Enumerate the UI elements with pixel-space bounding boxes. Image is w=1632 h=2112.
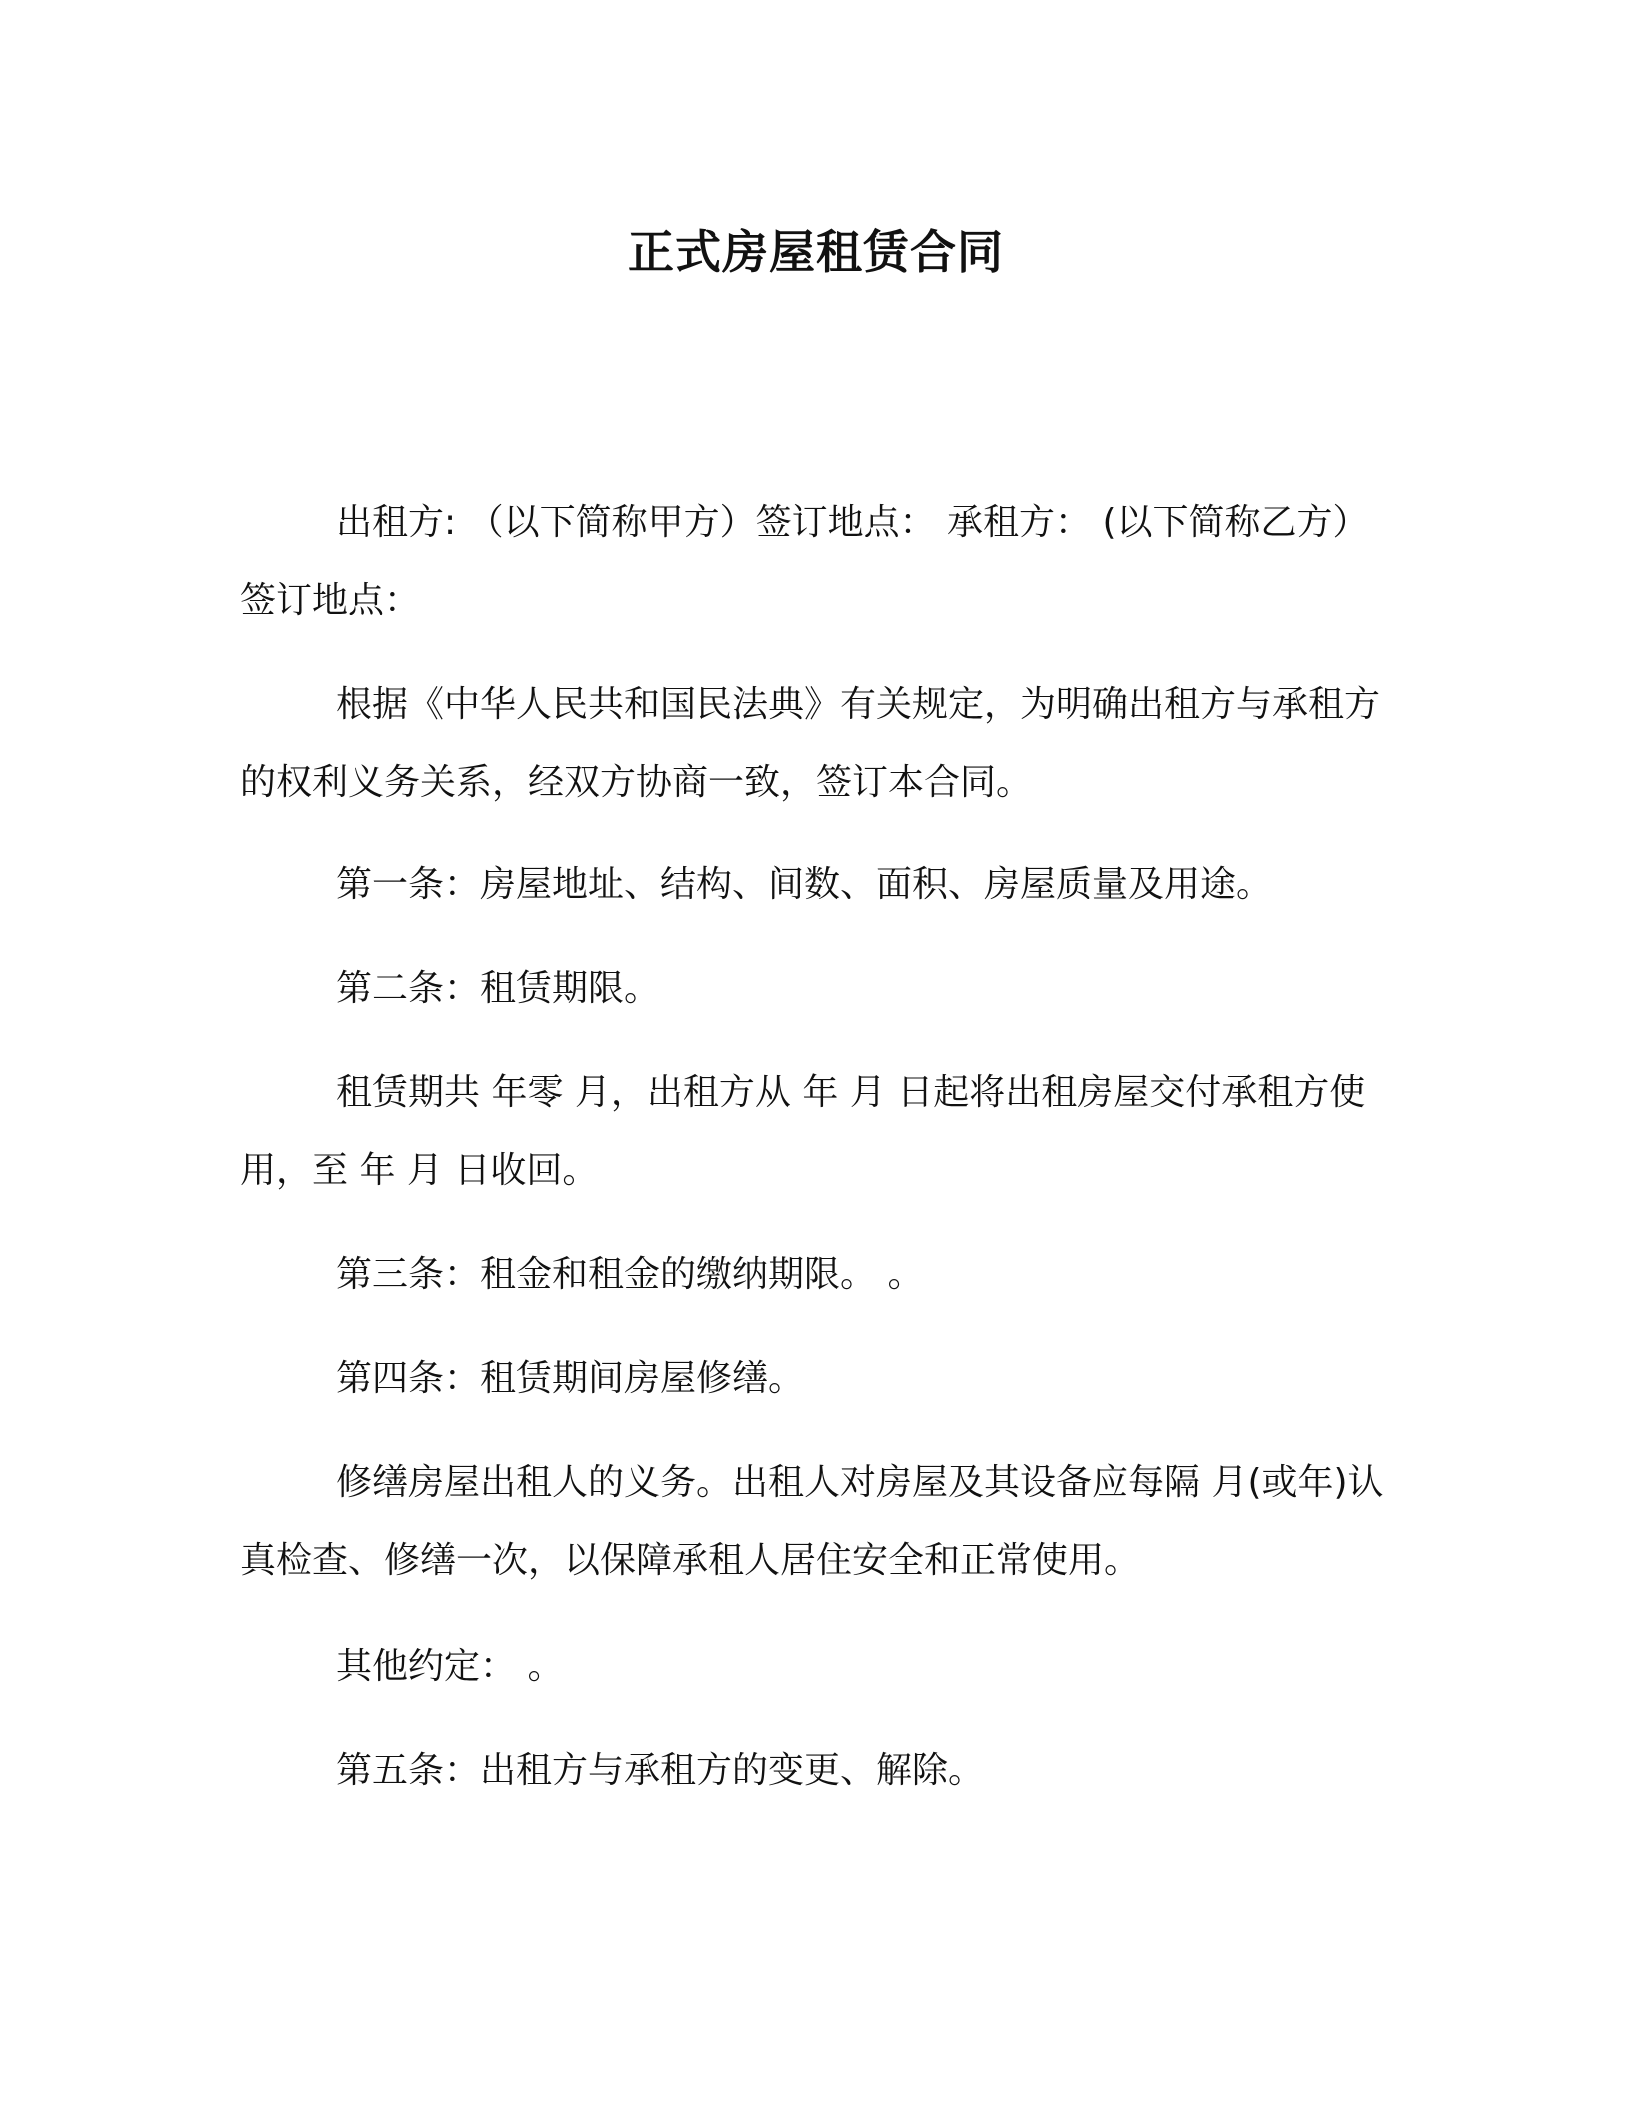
paragraph-text: 根据《中华人民共和国民法典》有关规定，为明确出租方与承租方的权利义务关系，经双方协商一致，签订本合同。 [240, 684, 1381, 803]
repair-paragraph [240, 1444, 1386, 1600]
article-1 [240, 846, 1386, 924]
paragraph-text: 第四条：租赁期间房屋修缮。 [336, 1358, 805, 1399]
paragraph-text: 其他约定： 。 [336, 1646, 564, 1687]
article-2 [240, 950, 1386, 1028]
paragraph-text: 第三条：租金和租金的缴纳期限。 。 [336, 1254, 924, 1295]
article-3 [240, 1236, 1386, 1314]
paragraph-text: 租赁期共 年零 月，出租方从 年 月 日起将出租房屋交付承租方使用，至 年 月 日收回。 [240, 1072, 1366, 1191]
article-4 [240, 1340, 1386, 1418]
paragraph-text: 出租方: （以下简称甲方）签订地点： 承租方： (以下简称乙方）签订地点： [240, 502, 1369, 621]
paragraph-parties [240, 484, 1386, 640]
paragraph-text: 第一条：房屋地址、结构、间数、面积、房屋质量及用途。 [336, 864, 1273, 905]
paragraph-text: 第二条：租赁期限。 [336, 968, 661, 1009]
paragraph-legal-basis [240, 666, 1386, 822]
lease-term-paragraph [240, 1054, 1386, 1210]
document-title: 正式房屋租赁合同 [628, 225, 1004, 279]
paragraph-text: 修缮房屋出租人的义务。出租人对房屋及其设备应每隔 月(或年)认真检查、修缮一次，以保障承租人居住安全和正常使用。 [240, 1462, 1384, 1581]
article-5 [240, 1732, 1386, 1810]
paragraph-text: 第五条：出租方与承租方的变更、解除。 [336, 1750, 985, 1791]
other-agreements [240, 1628, 1386, 1706]
